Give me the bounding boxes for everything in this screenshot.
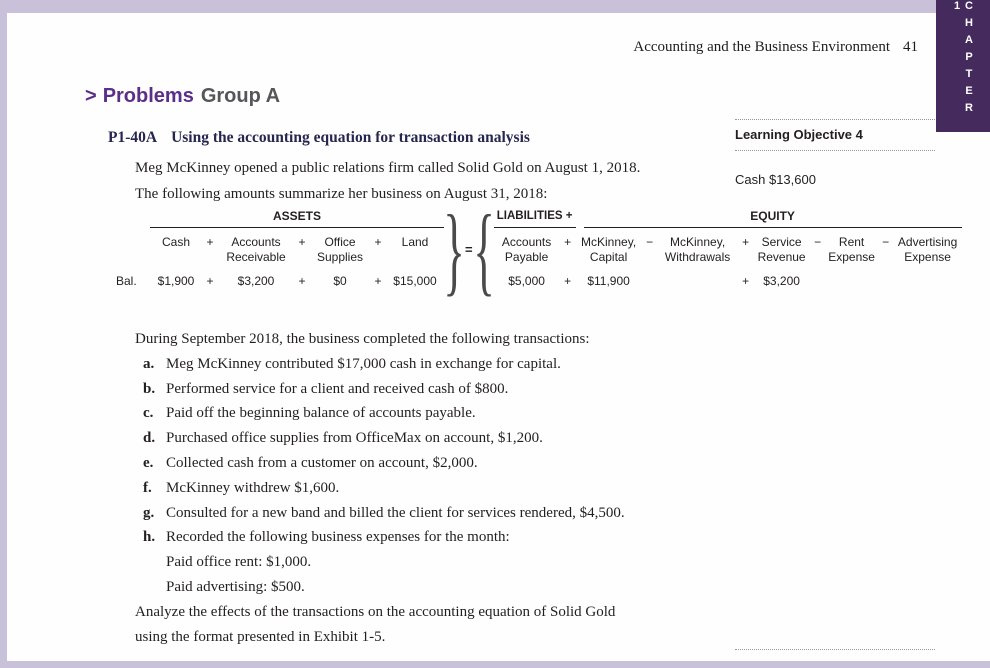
right-col-label2: Payable xyxy=(504,250,549,264)
right-col-label2: Expense xyxy=(828,250,875,264)
right-col-label2: Capital xyxy=(589,250,628,264)
transaction-text: McKinney withdrew $1,600. xyxy=(166,479,340,496)
transaction-item xyxy=(135,451,735,476)
liabilities-header: LIABILITIES + xyxy=(494,209,576,228)
right-col-label: Service xyxy=(761,235,802,249)
operator: + xyxy=(298,235,306,249)
transaction-letter: e. xyxy=(143,454,154,471)
operator: + xyxy=(564,235,572,249)
right-col-label: McKinney, xyxy=(670,235,726,249)
opening-brace: { xyxy=(472,193,495,305)
operator: + xyxy=(206,235,214,249)
learning-objective: Learning Objective 4 xyxy=(735,127,863,142)
transaction-subitem: Paid office rent: $1,000. xyxy=(166,554,312,571)
transaction-subitem: Paid advertising: $500. xyxy=(166,578,305,595)
transaction-text: Recorded the following business expenses for the month: xyxy=(166,529,510,546)
operator: + xyxy=(564,274,572,288)
transaction-letter: c. xyxy=(143,405,154,422)
closing-line1: Analyze the effects of the transactions on the accounting equation of Solid Gold xyxy=(135,603,616,620)
transactions-intro: During September 2018, the business completed the following transactions: xyxy=(135,331,590,347)
transaction-text: Paid off the beginning balance of accounts payable. xyxy=(166,405,476,422)
operator: + xyxy=(298,274,306,288)
right-amount: $3,200 xyxy=(763,274,800,288)
asset-col-label2 xyxy=(386,250,444,265)
transaction-letter: b. xyxy=(143,380,156,397)
operator xyxy=(642,274,658,289)
right-col-label2: Expense xyxy=(904,250,951,264)
section-marker: > xyxy=(85,85,97,107)
problem-heading xyxy=(108,129,530,147)
operator: + xyxy=(374,235,382,249)
operator xyxy=(878,274,894,289)
operator: + xyxy=(742,274,750,288)
transaction-letter: g. xyxy=(143,504,155,521)
chapter-tab-label: CHAPTER 1 xyxy=(951,0,975,119)
operator: + xyxy=(374,274,382,288)
page-number: 41 xyxy=(903,39,918,55)
transaction-item xyxy=(135,401,735,426)
transaction-item xyxy=(135,426,735,451)
right-amount xyxy=(894,274,962,289)
operator xyxy=(810,274,826,289)
transaction-letter: d. xyxy=(143,430,156,447)
dotted-rule-bottom xyxy=(735,150,935,151)
transaction-text: Performed service for a client and received cash of $800. xyxy=(166,380,509,397)
transaction-letter: h. xyxy=(143,529,156,546)
right-col-label: McKinney, xyxy=(581,235,637,249)
asset-amount: $15,000 xyxy=(393,274,437,288)
assets-header: ASSETS xyxy=(150,209,444,228)
operator: + xyxy=(742,235,750,249)
right-col-label: Accounts xyxy=(501,235,552,249)
transaction-letter: f. xyxy=(143,479,152,496)
running-header-title: Accounting and the Business Environment xyxy=(633,39,890,55)
right-col-label: Advertising xyxy=(897,235,958,249)
asset-col-label: Land xyxy=(401,235,429,249)
asset-col-label: Cash xyxy=(161,235,190,249)
transaction-text: Consulted for a new band and billed the client for services rendered, $4,500. xyxy=(166,504,625,521)
equity-header: EQUITY xyxy=(584,209,962,228)
right-amount xyxy=(658,274,738,289)
asset-col-label: Office xyxy=(324,235,356,249)
asset-col-label: Accounts xyxy=(231,235,281,249)
transactions-list xyxy=(135,327,735,649)
closing-instruction xyxy=(135,600,680,650)
transaction-text: Purchased office supplies from OfficeMax on account, $1,200. xyxy=(166,430,543,447)
transaction-item xyxy=(135,476,735,501)
transaction-item xyxy=(135,525,735,550)
section-heading xyxy=(85,85,280,108)
section-title: Problems xyxy=(102,85,194,107)
liabilities-equity-block xyxy=(494,209,962,289)
page-top-band xyxy=(0,0,990,13)
transaction-letter: a. xyxy=(143,355,155,372)
problem-intro-line1: Meg McKinney opened a public relations firm called Solid Gold on August 1, 2018. xyxy=(135,160,641,176)
closing-line2: using the format presented in Exhibit 1-5. xyxy=(135,628,386,645)
asset-col-label2 xyxy=(150,250,202,265)
margin-note: Cash $13,600 xyxy=(735,172,816,187)
problem-intro-line2: The following amounts summarize her business on August 31, 2018: xyxy=(135,186,548,202)
margin-column xyxy=(735,119,935,187)
chapter-tab xyxy=(936,0,990,132)
transaction-item xyxy=(135,352,735,377)
problem-title: Using the accounting equation for transaction analysis xyxy=(171,129,530,146)
right-amount xyxy=(826,274,878,289)
problem-intro xyxy=(135,155,640,207)
running-header xyxy=(633,39,918,56)
asset-amount: $3,200 xyxy=(237,274,275,288)
right-col-label2: Revenue xyxy=(757,250,806,264)
page-left-band xyxy=(0,0,7,668)
operator: + xyxy=(206,274,214,288)
right-amount: $11,900 xyxy=(587,274,630,288)
asset-col-label2: Supplies xyxy=(316,250,364,264)
asset-amount: $0 xyxy=(333,274,347,288)
balance-label: Bal. xyxy=(116,274,137,288)
right-col-label: Rent xyxy=(838,235,865,249)
transaction-item xyxy=(135,377,735,402)
operator: − xyxy=(882,235,890,249)
transaction-item xyxy=(135,501,735,526)
dotted-rule-footer xyxy=(735,649,935,650)
operator: − xyxy=(814,235,822,249)
equals-sign: = xyxy=(465,241,473,257)
transaction-text: Collected cash from a customer on account, $2,000. xyxy=(166,454,478,471)
assets-block xyxy=(116,209,444,289)
section-subtitle: Group A xyxy=(200,85,281,107)
asset-amount: $1,900 xyxy=(157,274,195,288)
right-amount: $5,000 xyxy=(508,274,545,288)
right-col-label2: Withdrawals xyxy=(664,250,731,264)
page-bottom-band xyxy=(0,661,990,668)
asset-col-label2: Receivable xyxy=(226,250,286,264)
transaction-text: Meg McKinney contributed $17,000 cash in exchange for capital. xyxy=(166,355,561,372)
closing-brace: } xyxy=(443,193,465,305)
operator: − xyxy=(646,235,654,249)
problem-code: P1-40A xyxy=(108,129,158,146)
